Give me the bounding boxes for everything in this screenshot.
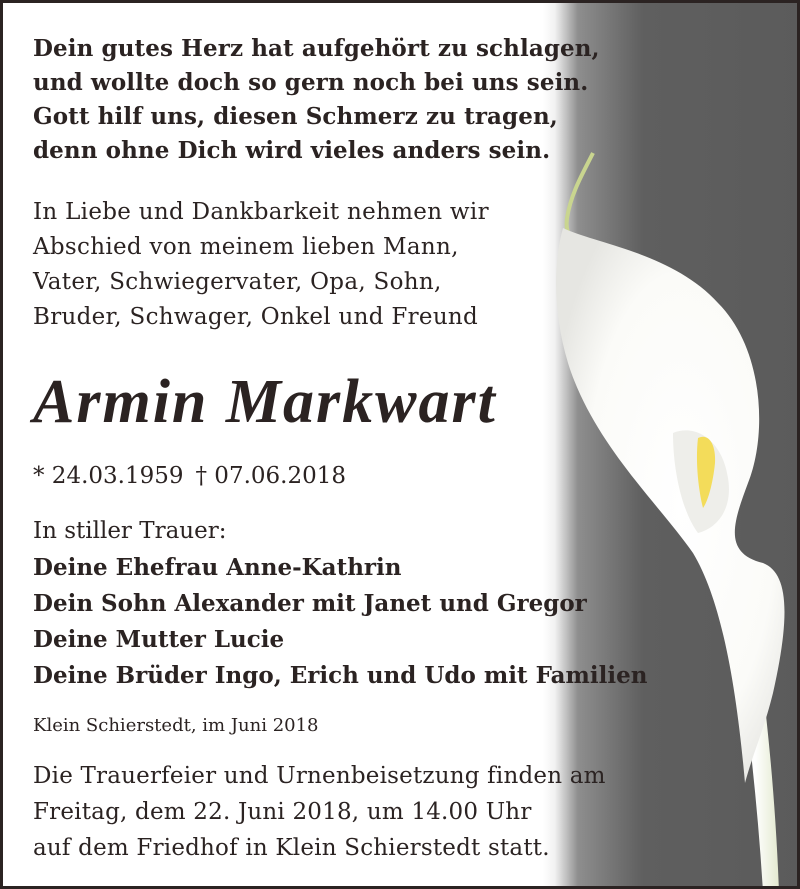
- life-dates: [33, 463, 346, 489]
- funeral-info-line: Freitag, dem 22. Juni 2018, um 14.00 Uhr: [33, 799, 532, 825]
- deceased-name: Armin Markwart: [33, 368, 497, 436]
- intro-line: Abschied von meinem lieben Mann,: [33, 234, 459, 260]
- funeral-info-line: auf dem Friedhof in Klein Schierstedt statt.: [33, 835, 550, 861]
- family-line: Deine Mutter Lucie: [33, 626, 285, 653]
- poem-line: Gott hilf uns, diesen Schmerz zu tragen,: [33, 103, 558, 130]
- intro-line: Vater, Schwiegervater, Opa, Sohn,: [33, 269, 442, 295]
- intro-line: Bruder, Schwager, Onkel und Freund: [33, 304, 479, 330]
- intro-line: In Liebe und Dankbarkeit nehmen wir: [33, 199, 489, 225]
- poem-line: denn ohne Dich wird vieles anders sein.: [33, 137, 551, 164]
- poem-line: Dein gutes Herz hat aufgehört zu schlagen,: [33, 35, 600, 62]
- place-date: Klein Schierstedt, im Juni 2018: [33, 715, 319, 736]
- funeral-info-line: Die Trauerfeier und Urnenbeisetzung finden am: [33, 763, 606, 789]
- mourning-heading: In stiller Trauer:: [33, 518, 227, 544]
- birth-date: * 24.03.1959: [33, 463, 184, 489]
- poem-line: und wollte doch so gern noch bei uns sein.: [33, 69, 589, 96]
- family-line: Deine Ehefrau Anne-Kathrin: [33, 554, 402, 581]
- death-date: † 07.06.2018: [195, 463, 346, 489]
- family-line: Dein Sohn Alexander mit Janet und Gregor: [33, 590, 587, 617]
- family-line: Deine Brüder Ingo, Erich und Udo mit Familien: [33, 662, 648, 689]
